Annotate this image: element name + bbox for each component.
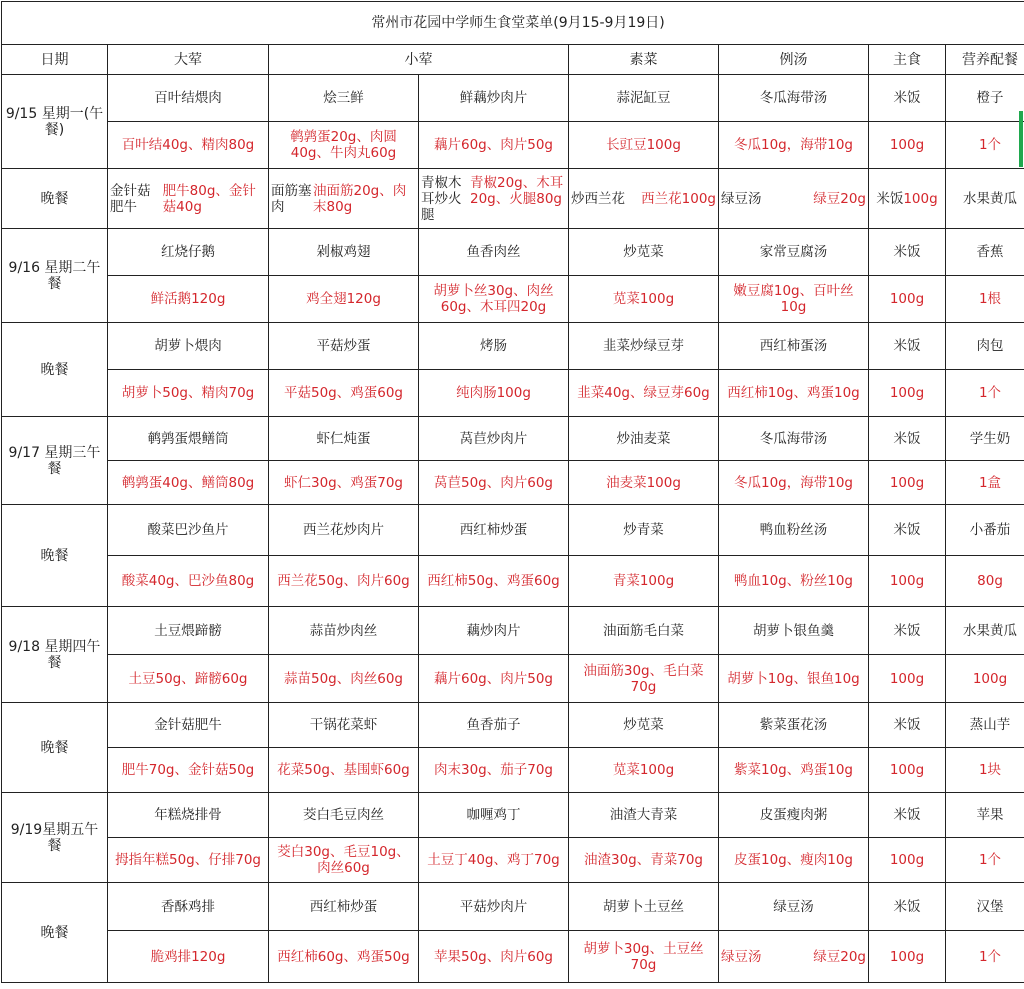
big-dish-cell: 胡萝卜煨肉: [108, 323, 269, 370]
soup-dish-cell: 西红柿蛋汤: [719, 323, 869, 370]
table-row-ingredients: [2, 931, 1024, 983]
veg-dish-cell: 油渣大青菜: [569, 793, 719, 838]
staple-ingredient-cell: 100g: [869, 931, 946, 983]
soup-ingredient-cell: 皮蛋10g、瘦肉10g: [719, 838, 869, 883]
soup-ingredient-cell: 冬瓜10g，海带10g: [719, 122, 869, 169]
table-row-ingredients: [2, 122, 1024, 169]
soup-dish-cell: 鸭血粉丝汤: [719, 505, 869, 556]
soup-dish-cell: 绿豆汤: [719, 883, 869, 931]
s1-ingredient-cell: 西红柿60g、鸡蛋50g: [269, 931, 419, 983]
s1-ingredient-cell: 花菜50g、基围虾60g: [269, 748, 419, 793]
nut-dish-cell: 橙子: [946, 75, 1024, 122]
staple-ingredient-cell: 100g: [869, 748, 946, 793]
s2-ingredient-cell: 土豆丁40g、鸡丁70g: [419, 838, 569, 883]
header-date: 日期: [2, 45, 108, 75]
veg-ingredient-cell: 韭菜40g、绿豆芽60g: [569, 370, 719, 417]
big-ingredient-cell: 脆鸡排120g: [108, 931, 269, 983]
big-dish-cell: [108, 169, 269, 229]
nut-dish-cell: 汉堡: [946, 883, 1024, 931]
dish-name: 金针菇肥牛: [110, 182, 151, 215]
table-row: [2, 417, 1024, 461]
staple-dish-cell: 米饭: [869, 505, 946, 556]
staple-ingredient-cell: 100g: [869, 461, 946, 505]
table-row-ingredients: [2, 748, 1024, 793]
big-dish-cell: 红烧仔鹅: [108, 229, 269, 276]
nut-dish-cell: 肉包: [946, 323, 1024, 370]
date-cell: 9/16 星期二午餐: [2, 229, 108, 323]
big-ingredient-cell: 酸菜40g、巴沙鱼80g: [108, 556, 269, 607]
veg-dish-cell: 炒苋菜: [569, 229, 719, 276]
staple-cell: [869, 169, 946, 229]
nut-dish-cell: 水果黄瓜: [946, 607, 1024, 655]
small-dish-2-cell: [419, 169, 569, 229]
veg-ingredient-cell: 油面筋30g、毛白菜70g: [569, 655, 719, 703]
dish-name: 面筋塞肉: [271, 182, 312, 215]
big-ingredient-cell: 拇指年糕50g、仔排70g: [108, 838, 269, 883]
soup-dish-cell: 皮蛋瘦肉粥: [719, 793, 869, 838]
big-dish-cell: 百叶结煨肉: [108, 75, 269, 122]
big-dish-cell: 金针菇肥牛: [108, 703, 269, 748]
veg-ingredient-cell: 长豇豆100g: [569, 122, 719, 169]
veg-dish-cell: 韭菜炒绿豆芽: [569, 323, 719, 370]
date-cell: 晚餐: [2, 703, 108, 793]
s1-dish-cell: 西兰花炒肉片: [269, 505, 419, 556]
staple-dish-cell: 米饭: [869, 417, 946, 461]
big-dish-cell: 土豆煨蹄髈: [108, 607, 269, 655]
veg-dish-cell: [569, 169, 719, 229]
big-ingredient-cell: 鲜活鹅120g: [108, 276, 269, 323]
table-row: [2, 505, 1024, 556]
s2-ingredient-cell: 肉末30g、茄子70g: [419, 748, 569, 793]
staple-dish-cell: 米饭: [869, 703, 946, 748]
nutrition-ingredient-cell: 1块: [946, 748, 1024, 793]
s1-dish-cell: 平菇炒蛋: [269, 323, 419, 370]
date-cell: 9/17 星期三午餐: [2, 417, 108, 505]
nut-dish-cell: 学生奶: [946, 417, 1024, 461]
nutrition-cell: 水果黄瓜: [946, 169, 1024, 229]
header-soup: 例汤: [719, 45, 869, 75]
table-row-ingredients: [2, 655, 1024, 703]
table-row-ingredients: [2, 838, 1024, 883]
soup-ingredient-cell: 鸭血10g、粉丝10g: [719, 556, 869, 607]
s2-dish-cell: 鲜藕炒肉片: [419, 75, 569, 122]
soup-dish-cell: 冬瓜海带汤: [719, 75, 869, 122]
s1-dish-cell: 茭白毛豆肉丝: [269, 793, 419, 838]
date-cell: 晚餐: [2, 323, 108, 417]
staple-ingredient-cell: 100g: [869, 370, 946, 417]
header-big: 大荤: [108, 45, 269, 75]
s2-dish-cell: 西红柿炒蛋: [419, 505, 569, 556]
s1-dish-cell: 烩三鲜: [269, 75, 419, 122]
soup-ingredient-cell: 紫菜10g、鸡蛋10g: [719, 748, 869, 793]
soup-ingredient-cell: 嫩豆腐10g、百叶丝10g: [719, 276, 869, 323]
nut-dish-cell: 蒸山芋: [946, 703, 1024, 748]
s1-dish-cell: 虾仁炖蛋: [269, 417, 419, 461]
soup-cell: [719, 169, 869, 229]
soup-dish-cell: 冬瓜海带汤: [719, 417, 869, 461]
nutrition-ingredient-cell: 1个: [946, 370, 1024, 417]
header-veg: 素菜: [569, 45, 719, 75]
nut-dish-cell: 香蕉: [946, 229, 1024, 276]
table-row-ingredients: [2, 370, 1024, 417]
soup-dish-cell: 紫菜蛋花汤: [719, 703, 869, 748]
veg-dish-cell: 炒青菜: [569, 505, 719, 556]
s2-dish-cell: 烤肠: [419, 323, 569, 370]
ingredients: 肥牛80g、金针菇40g: [162, 182, 256, 215]
soup-ingredient-cell: 冬瓜10g，海带10g: [719, 461, 869, 505]
s2-dish-cell: 平菇炒肉片: [419, 883, 569, 931]
ingredients: 油面筋20g、肉末80g: [312, 182, 407, 215]
big-dish-cell: 香酥鸡排: [108, 883, 269, 931]
staple-ingredient-cell: 100g: [869, 276, 946, 323]
big-ingredient-cell: 百叶结40g、精肉80g: [108, 122, 269, 169]
nutrition-ingredient-cell: 1盒: [946, 461, 1024, 505]
soup-dish-cell: 胡萝卜银鱼羹: [719, 607, 869, 655]
veg-dish-cell: 油面筋毛白菜: [569, 607, 719, 655]
staple-dish-cell: 米饭: [869, 793, 946, 838]
date-cell: 晚餐: [2, 169, 108, 229]
ingredients: 绿豆20g: [813, 190, 866, 207]
s2-ingredient-cell: 苹果50g、肉片60g: [419, 931, 569, 983]
table-row: [2, 793, 1024, 838]
nutrition-ingredient-cell: 80g: [946, 556, 1024, 607]
table-row: [2, 883, 1024, 931]
menu-table: [1, 1, 1024, 983]
ingredients: 西兰花100g: [641, 190, 716, 207]
s2-dish-cell: 鱼香肉丝: [419, 229, 569, 276]
staple-name: 米饭: [876, 190, 904, 207]
veg-ingredient-cell: 胡萝卜30g、土豆丝70g: [569, 931, 719, 983]
veg-dish-cell: 蒜泥缸豆: [569, 75, 719, 122]
s1-ingredient-cell: 蒜苗50g、肉丝60g: [269, 655, 419, 703]
soup-qty: 绿豆20g: [813, 948, 866, 965]
table-row: [2, 607, 1024, 655]
soup-ingredient-cell: 西红柿10g、鸡蛋10g: [719, 370, 869, 417]
staple-dish-cell: 米饭: [869, 75, 946, 122]
big-dish-cell: 酸菜巴沙鱼片: [108, 505, 269, 556]
date-cell: 晚餐: [2, 883, 108, 983]
veg-ingredient-cell: 油麦菜100g: [569, 461, 719, 505]
s1-ingredient-cell: 鹌鹑蛋20g、肉圆40g、牛肉丸60g: [269, 122, 419, 169]
soup-name: 绿豆汤: [721, 948, 762, 965]
dish-name: 炒西兰花: [571, 190, 625, 207]
veg-ingredient-cell: 油渣30g、青菜70g: [569, 838, 719, 883]
s2-ingredient-cell: 胡萝卜丝30g、肉丝60g、木耳四20g: [419, 276, 569, 323]
scroll-indicator: [1019, 111, 1023, 167]
date-cell: 晚餐: [2, 505, 108, 607]
nutrition-ingredient-cell: 1个: [946, 838, 1024, 883]
nutrition-ingredient-cell: 1个: [946, 122, 1024, 169]
big-ingredient-cell: 肥牛70g、金针菇50g: [108, 748, 269, 793]
dish-name: 青椒木耳炒火腿: [421, 174, 462, 223]
s2-dish-cell: 莴苣炒肉片: [419, 417, 569, 461]
s2-ingredient-cell: 藕片60g、肉片50g: [419, 122, 569, 169]
s1-dish-cell: 西红柿炒蛋: [269, 883, 419, 931]
veg-ingredient-cell: 苋菜100g: [569, 748, 719, 793]
staple-ingredient-cell: 100g: [869, 838, 946, 883]
staple-ingredient-cell: 100g: [869, 655, 946, 703]
header-nutrition: 营养配餐: [946, 45, 1024, 75]
s1-dish-cell: 剁椒鸡翅: [269, 229, 419, 276]
soup-ingredient-cell: 胡萝卜10g、银鱼10g: [719, 655, 869, 703]
s1-ingredient-cell: 虾仁30g、鸡蛋70g: [269, 461, 419, 505]
soup-dish-cell: 家常豆腐汤: [719, 229, 869, 276]
table-row-ingredients: [2, 461, 1024, 505]
small-dish-1-cell: [269, 169, 419, 229]
table-row: [2, 169, 1024, 229]
table-row-ingredients: [2, 276, 1024, 323]
big-ingredient-cell: 鹌鹑蛋40g、鳝筒80g: [108, 461, 269, 505]
date-cell: 9/18 星期四午餐: [2, 607, 108, 703]
big-dish-cell: 年糕烧排骨: [108, 793, 269, 838]
soup-ingredient-cell: [719, 931, 869, 983]
veg-ingredient-cell: 苋菜100g: [569, 276, 719, 323]
table-row: [2, 323, 1024, 370]
staple-qty: 100g: [903, 190, 938, 207]
nutrition-ingredient-cell: 1个: [946, 931, 1024, 983]
table-row: [2, 229, 1024, 276]
header-small: 小荤: [269, 45, 569, 75]
table-row-ingredients: [2, 556, 1024, 607]
s2-ingredient-cell: 莴苣50g、肉片60g: [419, 461, 569, 505]
s2-ingredient-cell: 西红柿50g、鸡蛋60g: [419, 556, 569, 607]
table-row: [2, 703, 1024, 748]
s2-dish-cell: 鱼香茄子: [419, 703, 569, 748]
s2-ingredient-cell: 纯肉肠100g: [419, 370, 569, 417]
nutrition-ingredient-cell: 1根: [946, 276, 1024, 323]
page-title: 常州市花园中学师生食堂菜单(9月15-9月19日): [2, 2, 1024, 45]
s2-dish-cell: 藕炒肉片: [419, 607, 569, 655]
ingredients: 青椒20g、木耳20g、火腿80g: [469, 174, 564, 207]
s1-dish-cell: 蒜苗炒肉丝: [269, 607, 419, 655]
menu-body: [2, 75, 1024, 983]
staple-dish-cell: 米饭: [869, 323, 946, 370]
nutrition-ingredient-cell: 100g: [946, 655, 1024, 703]
big-dish-cell: 鹌鹑蛋煨鳝筒: [108, 417, 269, 461]
veg-dish-cell: 炒苋菜: [569, 703, 719, 748]
s1-ingredient-cell: 鸡全翅120g: [269, 276, 419, 323]
veg-dish-cell: 胡萝卜土豆丝: [569, 883, 719, 931]
s1-dish-cell: 干锅花菜虾: [269, 703, 419, 748]
staple-dish-cell: 米饭: [869, 229, 946, 276]
table-row: [2, 75, 1024, 122]
header-row: [2, 45, 1024, 75]
big-ingredient-cell: 胡萝卜50g、精肉70g: [108, 370, 269, 417]
staple-dish-cell: 米饭: [869, 883, 946, 931]
s1-ingredient-cell: 茭白30g、毛豆10g、肉丝60g: [269, 838, 419, 883]
veg-dish-cell: 炒油麦菜: [569, 417, 719, 461]
veg-ingredient-cell: 青菜100g: [569, 556, 719, 607]
big-ingredient-cell: 土豆50g、蹄髈60g: [108, 655, 269, 703]
s1-ingredient-cell: 西兰花50g、肉片60g: [269, 556, 419, 607]
s1-ingredient-cell: 平菇50g、鸡蛋60g: [269, 370, 419, 417]
nut-dish-cell: 小番茄: [946, 505, 1024, 556]
staple-ingredient-cell: 100g: [869, 122, 946, 169]
header-staple: 主食: [869, 45, 946, 75]
date-cell: 9/19星期五午餐: [2, 793, 108, 883]
staple-ingredient-cell: 100g: [869, 556, 946, 607]
staple-dish-cell: 米饭: [869, 607, 946, 655]
date-cell: 9/15 星期一(午餐): [2, 75, 108, 169]
dish-name: 绿豆汤: [721, 190, 762, 207]
s2-ingredient-cell: 藕片60g、肉片50g: [419, 655, 569, 703]
nut-dish-cell: 苹果: [946, 793, 1024, 838]
s2-dish-cell: 咖喱鸡丁: [419, 793, 569, 838]
